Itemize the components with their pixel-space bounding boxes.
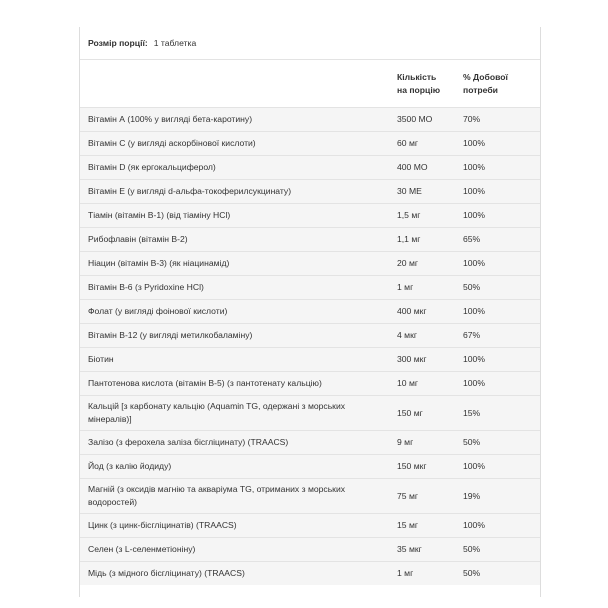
nutrient-amount: 400 мкг [389, 300, 455, 324]
header-amount: Кількість на порцію [389, 60, 455, 108]
header-nutrient [80, 60, 389, 108]
nutrient-amount: 75 мг [389, 479, 455, 514]
nutrient-name: Вітамін С (у вигляді аскорбінової кислоти) [80, 132, 389, 156]
nutrient-amount: 150 мг [389, 396, 455, 431]
serving-size-cell [80, 27, 540, 60]
nutrient-amount: 150 мкг [389, 455, 455, 479]
nutrient-amount: 20 мг [389, 252, 455, 276]
nutrient-daily-value: 100% [455, 514, 540, 538]
table-row [80, 276, 540, 300]
nutrient-name: Магній (з оксидів магнію та акваріума TG, отриманих з морських водоростей) [80, 479, 389, 514]
nutrient-daily-value: 100% [455, 300, 540, 324]
nutrient-name: Селен (з L-селенметіоніну) [80, 538, 389, 562]
nutrient-name: Біотин [80, 348, 389, 372]
nutrient-amount: 400 МО [389, 156, 455, 180]
table-row [80, 132, 540, 156]
nutrient-daily-value: 100% [455, 180, 540, 204]
nutrient-amount: 15 мг [389, 514, 455, 538]
nutrient-daily-value: 100% [455, 204, 540, 228]
nutrient-name: Залізо (з ферохела заліза бісгліцинату) (TRAACS) [80, 431, 389, 455]
nutrient-daily-value: 100% [455, 455, 540, 479]
table-row [80, 300, 540, 324]
nutrient-daily-value: 19% [455, 479, 540, 514]
nutrient-name: Фолат (у вигляді фоінової кислоти) [80, 300, 389, 324]
nutrient-daily-value: 100% [455, 372, 540, 396]
table-header-row [80, 60, 540, 108]
table-row [80, 348, 540, 372]
nutrient-name: Тіамін (вітамін В-1) (від тіаміну HCl) [80, 204, 389, 228]
nutrient-amount: 300 мкг [389, 348, 455, 372]
nutrient-name: Вітамін D (як ергокальциферол) [80, 156, 389, 180]
table-row [80, 479, 540, 514]
serving-size-value: 1 таблетка [153, 37, 197, 48]
nutrient-name: Пантотенова кислота (вітамін В-5) (з пантотенату кальцію) [80, 372, 389, 396]
nutrient-name: Вітамін В-12 (у вигляді метилкобаламіну) [80, 324, 389, 348]
supplement-facts-table-frame [79, 27, 541, 597]
nutrient-amount: 1 мг [389, 562, 455, 586]
nutrient-name: Ніацин (вітамін В-3) (як ніацинамід) [80, 252, 389, 276]
nutrient-daily-value: 70% [455, 108, 540, 132]
nutrient-amount: 1 мг [389, 276, 455, 300]
header-daily-value: % Добової потреби [455, 60, 540, 108]
nutrient-amount: 10 мг [389, 372, 455, 396]
nutrient-amount: 3500 МО [389, 108, 455, 132]
serving-size-label: Розмір порції: [88, 37, 148, 48]
nutrient-daily-value: 50% [455, 276, 540, 300]
table-row [80, 252, 540, 276]
nutrient-amount: 1,1 мг [389, 228, 455, 252]
nutrient-daily-value: 100% [455, 252, 540, 276]
nutrient-name: Вітамін Е (у вигляді d-альфа-токоферилсукцинату) [80, 180, 389, 204]
table-row [80, 108, 540, 132]
nutrient-daily-value: 67% [455, 324, 540, 348]
nutrient-name: Рибофлавін (вітамін В-2) [80, 228, 389, 252]
table-row [80, 538, 540, 562]
table-row [80, 324, 540, 348]
nutrient-amount: 30 МЕ [389, 180, 455, 204]
table-row [80, 455, 540, 479]
nutrient-daily-value: 50% [455, 562, 540, 586]
table-row [80, 562, 540, 586]
nutrient-name: Кальцій [з карбонату кальцію (Aquamin TG, одержані з морських мінералів)] [80, 396, 389, 431]
nutrient-name: Йод (з калію йодиду) [80, 455, 389, 479]
nutrient-daily-value: 100% [455, 132, 540, 156]
nutrient-amount: 4 мкг [389, 324, 455, 348]
nutrient-daily-value: 15% [455, 396, 540, 431]
table-row [80, 156, 540, 180]
nutrient-daily-value: 65% [455, 228, 540, 252]
nutrient-name: Вітамін А (100% у вигляді бета-каротину) [80, 108, 389, 132]
nutrient-daily-value: 100% [455, 156, 540, 180]
table-row [80, 180, 540, 204]
table-row [80, 372, 540, 396]
nutrient-daily-value: 50% [455, 538, 540, 562]
nutrient-amount: 9 мг [389, 431, 455, 455]
serving-size-row [80, 27, 540, 60]
nutrient-name: Цинк (з цинк-бісгліцинатів) (TRAACS) [80, 514, 389, 538]
table-row [80, 514, 540, 538]
nutrient-name: Вітамін В-6 (з Pyridoxine HCl) [80, 276, 389, 300]
nutrient-amount: 1,5 мг [389, 204, 455, 228]
nutrient-name: Мідь (з мідного бісгліцинату) (TRAACS) [80, 562, 389, 586]
table-row [80, 228, 540, 252]
supplement-facts-table [80, 27, 540, 585]
nutrient-daily-value: 50% [455, 431, 540, 455]
table-row [80, 204, 540, 228]
nutrient-amount: 35 мкг [389, 538, 455, 562]
nutrient-amount: 60 мг [389, 132, 455, 156]
table-row [80, 396, 540, 431]
table-row [80, 431, 540, 455]
nutrient-daily-value: 100% [455, 348, 540, 372]
